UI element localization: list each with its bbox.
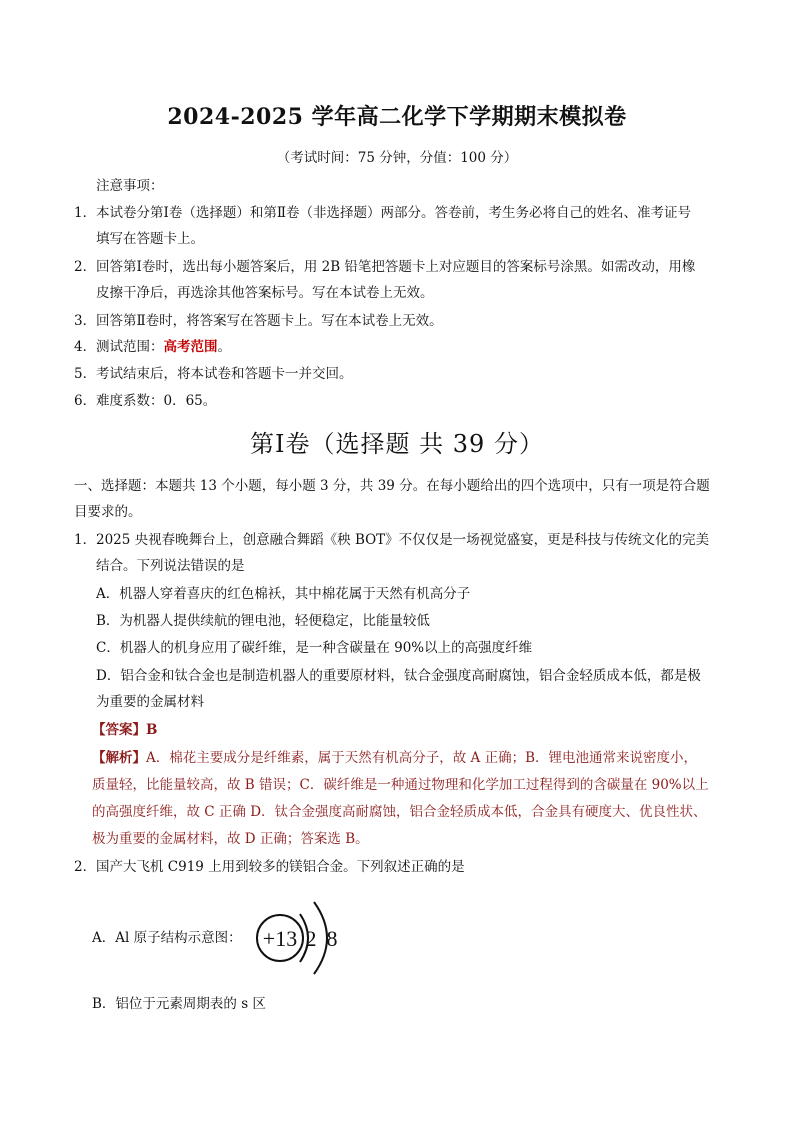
option-d: D．铝合金和钛合金也是制造机器人的重要原材料，钛合金强度高耐腐蚀，铝合金轻质成本低，都是极 bbox=[96, 668, 701, 684]
scope-suffix: 。 bbox=[217, 339, 231, 355]
shell-electrons: 8 bbox=[326, 926, 338, 951]
option-a: A．机器人穿着喜庆的红色棉袄，其中棉花属于天然有机高分子 bbox=[96, 586, 471, 602]
option-a: A．Al 原子结构示意图： bbox=[92, 930, 242, 946]
scope-highlight: 高考范围 bbox=[163, 339, 218, 355]
answer-line bbox=[92, 720, 157, 740]
option-b: B．铝位于元素周期表的 s 区 bbox=[92, 996, 266, 1012]
atom-structure-diagram bbox=[248, 896, 358, 986]
notice-number: 3． bbox=[74, 313, 97, 329]
notice-text: 回答第Ⅱ卷时，将答案写在答题卡上。写在本试卷上无效。 bbox=[96, 313, 443, 329]
question-stem: 国产大飞机 C919 上用到较多的镁铝合金。下列叙述正确的是 bbox=[96, 859, 465, 875]
nucleus-charge: +13 bbox=[262, 926, 298, 951]
question-stem: 2025 央视春晚舞台上，创意融合舞蹈《秧 BOT》不仅仅是一场视觉盛宴，更是科技与传统文化的完美 bbox=[96, 532, 710, 548]
option-d-continued: 为重要的金属材料 bbox=[96, 694, 204, 710]
section-title: 第Ⅰ卷（选择题 共 39 分） bbox=[250, 430, 544, 458]
option-c: C．机器人的机身应用了碳纤维，是一种含碳量在 90%以上的高强度纤维 bbox=[96, 640, 533, 656]
part-intro: 一、选择题：本题共 13 个小题，每小题 3 分，共 39 分。在每小题给出的四个选项中，只有一项是符合题 bbox=[74, 478, 710, 494]
analysis-label: 【解析】 bbox=[92, 750, 146, 766]
notice-number: 4． bbox=[74, 339, 97, 355]
scope-prefix: 测试范围： bbox=[96, 339, 164, 355]
analysis-text: A．棉花主要成分是纤维素，属于天然有机高分子，故 A 正确；B．锂电池通常来说密度小， bbox=[146, 750, 698, 766]
exam-info: （考试时间：75 分钟，分值：100 分） bbox=[276, 150, 518, 166]
notice-number: 5． bbox=[74, 366, 97, 382]
page-title: 2024-2025 学年高二化学下学期期末模拟卷 bbox=[167, 104, 627, 130]
notice-label: 注意事项： bbox=[96, 178, 164, 194]
analysis-text: 质量轻，比能量较高，故 B 错误；C．碳纤维是一种通过物理和化学加工过程得到的含碳量在 90%以上 bbox=[92, 777, 709, 793]
notice-text: 本试卷分第Ⅰ卷（选择题）和第Ⅱ卷（非选择题）两部分。答卷前，考生务必将自己的姓名、准考证号 bbox=[96, 205, 692, 221]
option-b: B．为机器人提供续航的锂电池，轻便稳定，比能量较低 bbox=[96, 613, 430, 629]
answer-label: 【答案】 bbox=[92, 722, 146, 738]
part-intro: 目要求的。 bbox=[74, 504, 142, 520]
answer-value: B bbox=[146, 722, 158, 738]
notice-text: 填写在答题卡上。 bbox=[96, 231, 204, 247]
notice-text: 回答第Ⅰ卷时，选出每小题答案后，用 2B 铅笔把答题卡上对应题目的答案标号涂黑。如需改动，用橡 bbox=[96, 259, 696, 275]
notice-number: 6． bbox=[74, 393, 97, 409]
question-stem: 结合。下列说法错误的是 bbox=[96, 558, 245, 574]
notice-number: 2． bbox=[74, 259, 97, 275]
notice-text bbox=[96, 337, 231, 357]
notice-text: 皮擦干净后，再选涂其他答案标号。写在本试卷上无效。 bbox=[96, 285, 434, 301]
notice-text: 考试结束后，将本试卷和答题卡一并交回。 bbox=[96, 366, 353, 382]
shell-electrons: 2 bbox=[305, 926, 317, 951]
analysis-text: 极为重要的金属材料，故 D 正确；答案选 B。 bbox=[92, 831, 369, 847]
notice-number: 1． bbox=[74, 205, 97, 221]
analysis-line bbox=[92, 748, 697, 768]
question-number: 2． bbox=[74, 859, 97, 875]
question-number: 1． bbox=[74, 532, 97, 548]
notice-text: 难度系数：0．65。 bbox=[96, 393, 217, 409]
analysis-text: 的高强度纤维，故 C 正确 D．钛合金强度高耐腐蚀，铝合金轻质成本低，合金具有硬度大、优良性状、 bbox=[92, 804, 707, 820]
